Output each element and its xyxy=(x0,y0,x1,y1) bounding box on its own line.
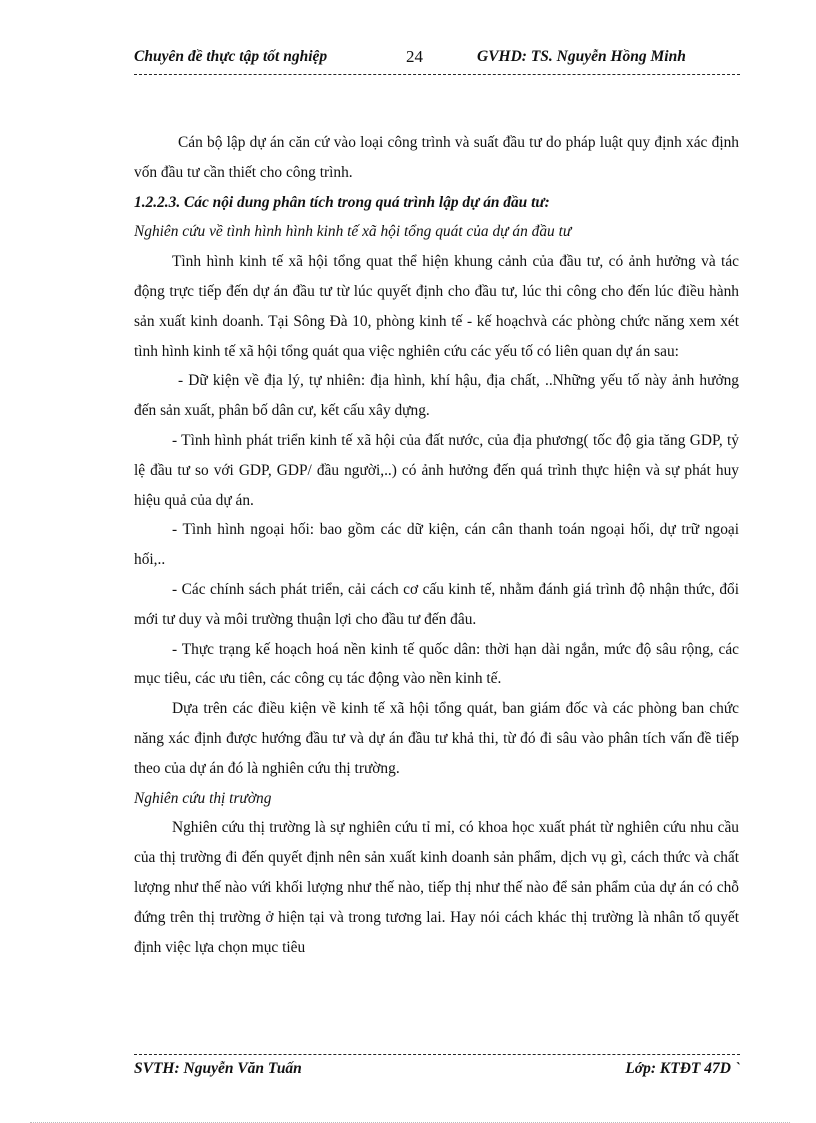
footer-class: Lớp: KTĐT 47D ` xyxy=(625,1060,740,1077)
list-item-foreign-exchange: - Tình hình ngoại hối: bao gồm các dữ kiện, cán cân thanh toán ngoại hối, dự trữ ngoại hối,.. xyxy=(134,521,739,569)
paragraph-intro: Cán bộ lập dự án căn cứ vào loại công trình và suất đầu tư do pháp luật quy định xác định vốn đầu tư cần thiết cho công trình. xyxy=(134,134,739,181)
page-header xyxy=(134,48,740,72)
subheading-market-research: Nghiên cứu thị trường xyxy=(134,789,272,807)
list-item-planning: - Thực trạng kế hoạch hoá nền kinh tế quốc dân: thời hạn dài ngắn, mức độ sâu rộng, các mục tiêu, các ưu tiên, các công cụ tác động vào nền kinh tế. xyxy=(134,640,739,688)
list-item-development: - Tình hình phát triển kinh tế xã hội của đất nước, của địa phương( tốc độ gia tăng GDP, tỷ lệ đầu tư so với GDP, GDP/ đầu người,..) có ảnh hưởng đến quá trình thực hiện và sự phát huy hiệu quả của dự án. xyxy=(134,431,739,509)
paragraph-market-research: Nghiên cứu thị trường là sự nghiên cứu tỉ mỉ, có khoa học xuất phát từ nghiên cứu nhu cầu của thị trường đi đến quyết định nên sản xuất kinh doanh sản phẩm, dịch vụ gì, cách thức và chất lượng như thế nào vứi khối lượng như thế nào, tiếp thị như thế nào để sản phẩm của dự án có chỗ đứng trên thị trường ở hiện tại và trong tương lai. Hay nói cách khác thị trường là nhân tố quyết định việc lựa chọn mục tiêu xyxy=(134,819,739,956)
page-number: 24 xyxy=(406,47,423,66)
footer-divider xyxy=(134,1054,740,1055)
page-footer xyxy=(134,1060,740,1084)
page-body xyxy=(134,128,739,962)
paragraph-socioeconomic: Tình hình kinh tế xã hội tổng quat thể hiện khung cảnh của đầu tư, có ảnh hưởng và tác động trực tiếp đến dự án đầu tư từ lúc quyết định cho đầu tư, lúc thi công cho đến lúc điều hành sản xuất kinh doanh. Tại Sông Đà 10, phòng kinh tế - kế hoạchvà các phòng chức năng xem xét tình hình kinh tế xã hội tổng quát qua việc nghiên cứu các yếu tố có liên quan dự án sau: xyxy=(134,253,739,360)
subheading-socioeconomic: Nghiên cứu về tình hình hình kinh tế xã hội tổng quát của dự án đầu tư xyxy=(134,223,572,241)
paragraph-conclusion: Dựa trên các điều kiện về kinh tế xã hội tổng quát, ban giám đốc và các phòng ban chức năng xác định được hướng đầu tư và dự án đầu tư khả thi, từ đó đi sâu vào phân tích vấn đề tiếp theo của dự án đó là nghiên cứu thị trường. xyxy=(134,700,739,777)
list-item-geography: - Dữ kiện về địa lý, tự nhiên: địa hình, khí hậu, địa chất, ..Những yếu tố này ảnh hưởng đến sản xuất, phân bố dân cư, kết cấu xây dựng. xyxy=(134,372,739,420)
header-course-title: Chuyên đề thực tập tốt nghiệp xyxy=(134,48,328,65)
section-heading: 1.2.2.3. Các nội dung phân tích trong quá trình lập dự án đầu tư: xyxy=(134,193,550,211)
header-supervisor: GVHD: TS. Nguyễn Hồng Minh xyxy=(477,48,686,65)
footer-student: SVTH: Nguyễn Văn Tuấn xyxy=(134,1060,302,1077)
list-item-policies: - Các chính sách phát triển, cải cách cơ cấu kinh tế, nhằm đánh giá trình độ nhận thức, đổi mới tư duy và môi trường thuận lợi cho đầu tư đến đâu. xyxy=(134,580,739,628)
header-divider xyxy=(134,74,740,75)
